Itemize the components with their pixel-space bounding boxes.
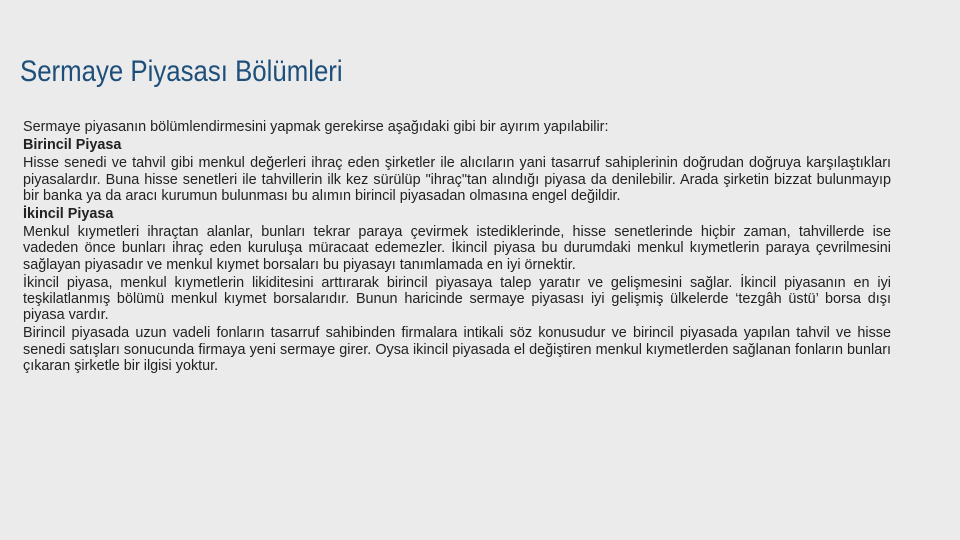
- conclusion-paragraph: Birincil piyasada uzun vadeli fonların tasarruf sahibinden firmalara intikali söz konusudur ve birincil piyasada yapılan tahvil ve hisse senedi satışları sonucunda firmaya yeni sermaye girer. Oysa ikincil piyasada el değiştiren menkul kıymetlerden sağlanan fonların bunları çıkaran şirketle bir ilgisi yoktur.: [23, 325, 891, 374]
- slide-title: Sermaye Piyasası Bölümleri: [20, 55, 343, 88]
- intro-paragraph: Sermaye piyasanın bölümlendirmesini yapmak gerekirse aşağıdaki gibi bir ayırım yapılabilir:: [23, 119, 609, 135]
- secondary-market-paragraph-2: İkincil piyasa, menkul kıymetlerin likiditesini arttırarak birincil piyasaya talep yaratır ve gelişmesini sağlar. İkincil piyasanın en iyi teşkilatlanmış bölümü menkul kıymet borsalarıdır. Bunun haricinde sermaye piyasası iyi gelişmiş ülkelerde ‘tezgâh üstü’ borsa dışı piyasa vardır.: [23, 274, 891, 324]
- secondary-market-paragraph-1: Menkul kıymetleri ihraçtan alanlar, bunları tekrar paraya çevirmek istediklerinde, hisse senetlerinde hiçbir zaman, tahvillerde ise vadeden önce bunları ihraç eden kuruluşa müracaat edemezler. İkincil piyasa bu durumdaki menkul kıymetlerin paraya çevrilmesini sağlayan piyasadır ve menkul kıymet borsaları bu piyasayı tanımlamada en iyi örnektir.: [23, 224, 891, 273]
- secondary-market-heading: İkincil Piyasa: [23, 206, 114, 223]
- primary-market-heading: Birincil Piyasa: [23, 137, 122, 154]
- slide-body: [23, 119, 891, 376]
- primary-market-paragraph: Hisse senedi ve tahvil gibi menkul değerleri ihraç eden şirketler ile alıcıların yani tasarruf sahiplerinin doğrudan doğruya karşılaştıkları piyasalardır. Buna hisse senetleri ile tahvillerin ilk kez sürülüp "ihraç"tan alındığı piyasa da denilebilir. Arada şirketin bizzat bulunmayıp bir banka ya da aracı kurumun bulunması bu alımın birincil piyasadan olmasına engel değildir.: [23, 155, 891, 204]
